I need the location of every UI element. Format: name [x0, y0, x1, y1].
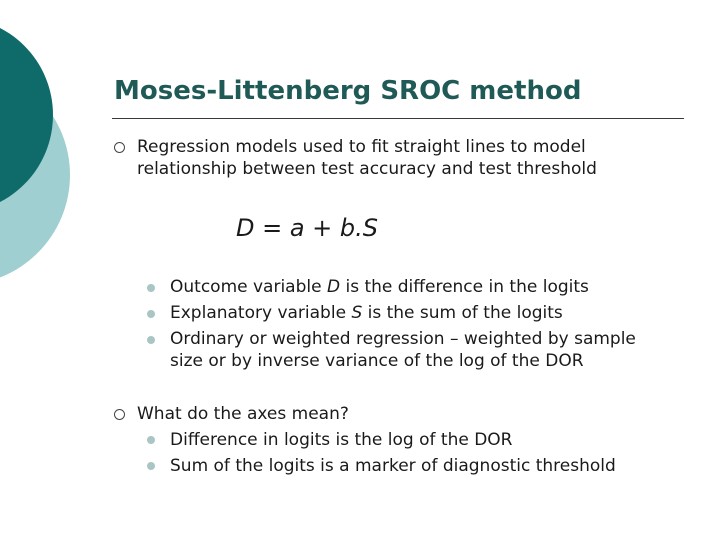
sub-bullet-regression-line1: Ordinary or weighted regression – weighted by sample — [170, 329, 636, 349]
bullet1-line2: relationship between test accuracy and test threshold — [137, 159, 597, 179]
slide-title: Moses-Littenberg SROC method — [114, 76, 582, 106]
explanatory-var: S — [351, 303, 363, 323]
sub-bullet-dot-icon — [147, 336, 155, 344]
sub-bullet-regression-line2: size or by inverse variance of the log of the DOR — [170, 351, 584, 371]
title-divider — [112, 118, 684, 119]
decorative-circles — [0, 0, 120, 300]
sub-bullet-explanatory — [170, 302, 563, 324]
explanatory-pre: Explanatory variable — [170, 303, 352, 323]
bullet2-sub1: Difference in logits is the log of the DOR — [170, 430, 513, 450]
bullet-circle-icon — [114, 142, 125, 153]
sub-bullet-outcome — [170, 276, 589, 298]
sub-bullet-dot-icon — [147, 284, 155, 292]
bullet2-text: What do the axes mean? — [137, 404, 349, 424]
bullet2-sub2: Sum of the logits is a marker of diagnostic threshold — [170, 456, 616, 476]
sub-bullet-dot-icon — [147, 310, 155, 318]
sub-bullet-dot-icon — [147, 462, 155, 470]
explanatory-post: is the sum of the logits — [362, 303, 563, 323]
bullet1-line1: Regression models used to fit straight lines to model — [137, 137, 586, 157]
outcome-var: D — [326, 277, 341, 297]
bullet-circle-icon — [114, 409, 125, 420]
outcome-post: is the difference in the logits — [340, 277, 589, 297]
sub-bullet-dot-icon — [147, 436, 155, 444]
regression-equation: D = a + b.S — [236, 214, 379, 242]
outcome-pre: Outcome variable — [170, 277, 327, 297]
